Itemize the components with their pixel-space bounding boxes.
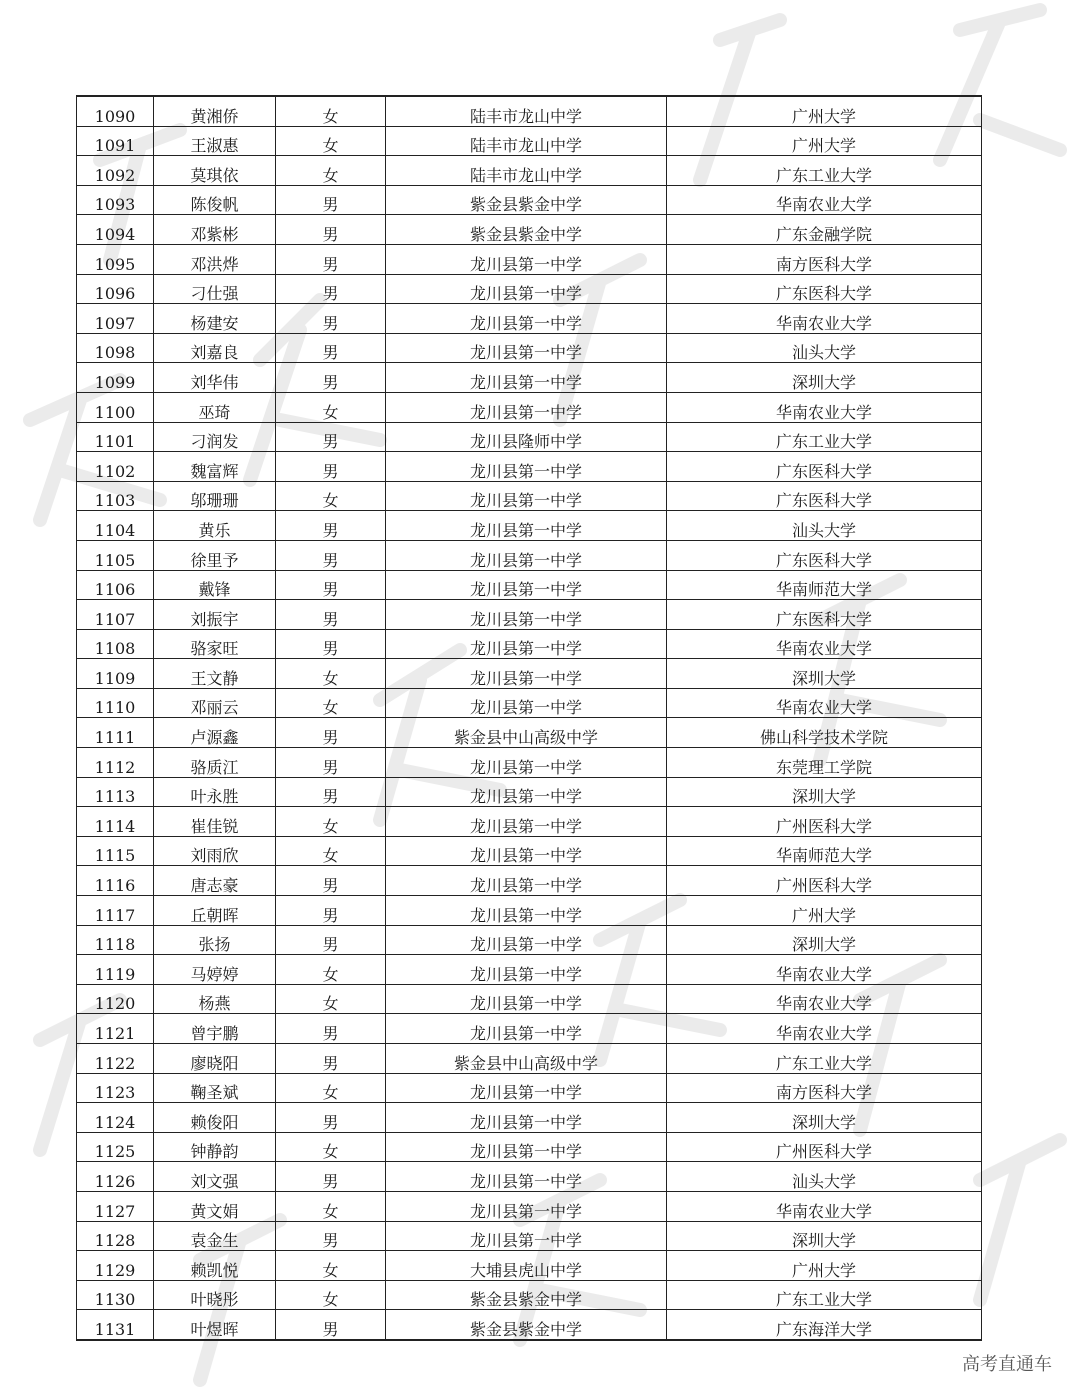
cell-name: 叶永胜 <box>154 777 276 807</box>
cell-school: 龙川县第一中学 <box>386 1162 667 1192</box>
table-row <box>77 1103 982 1133</box>
cell-university: 广东海洋大学 <box>667 1310 982 1340</box>
cell-university: 华南师范大学 <box>667 836 982 866</box>
cell-number: 1106 <box>77 570 154 600</box>
cell-name: 王文静 <box>154 659 276 689</box>
cell-name: 赖俊阳 <box>154 1103 276 1133</box>
cell-university: 广州大学 <box>667 1251 982 1281</box>
cell-university: 广东工业大学 <box>667 422 982 452</box>
cell-university: 深圳大学 <box>667 363 982 393</box>
cell-university: 广东医科大学 <box>667 540 982 570</box>
cell-school: 紫金县中山高级中学 <box>386 1044 667 1074</box>
cell-number: 1118 <box>77 925 154 955</box>
cell-number: 1120 <box>77 984 154 1014</box>
table-row <box>77 1251 982 1281</box>
table-row <box>77 1221 982 1251</box>
cell-gender: 男 <box>276 866 386 896</box>
table-row <box>77 1191 982 1221</box>
table-row <box>77 333 982 363</box>
cell-gender: 男 <box>276 540 386 570</box>
cell-number: 1116 <box>77 866 154 896</box>
cell-school: 龙川县第一中学 <box>386 1191 667 1221</box>
table-row <box>77 600 982 630</box>
cell-university: 华南农业大学 <box>667 688 982 718</box>
cell-gender: 男 <box>276 600 386 630</box>
cell-gender: 男 <box>276 1044 386 1074</box>
table-row <box>77 866 982 896</box>
cell-name: 曾宇鹏 <box>154 1014 276 1044</box>
table-row <box>77 185 982 215</box>
cell-university: 广州大学 <box>667 896 982 926</box>
cell-number: 1127 <box>77 1191 154 1221</box>
cell-name: 赖凯悦 <box>154 1251 276 1281</box>
cell-number: 1104 <box>77 511 154 541</box>
admission-table <box>76 95 982 1341</box>
cell-school: 龙川县第一中学 <box>386 1132 667 1162</box>
cell-name: 刁仕强 <box>154 274 276 304</box>
cell-university: 华南农业大学 <box>667 392 982 422</box>
cell-number: 1121 <box>77 1014 154 1044</box>
cell-name: 叶晓彤 <box>154 1280 276 1310</box>
cell-school: 龙川县第一中学 <box>386 333 667 363</box>
table-row <box>77 215 982 245</box>
cell-school: 龙川县第一中学 <box>386 600 667 630</box>
cell-name: 卢源鑫 <box>154 718 276 748</box>
cell-university: 广东金融学院 <box>667 215 982 245</box>
cell-gender: 女 <box>276 955 386 985</box>
table-row <box>77 392 982 422</box>
table-row <box>77 481 982 511</box>
cell-number: 1114 <box>77 807 154 837</box>
cell-university: 深圳大学 <box>667 659 982 689</box>
cell-gender: 男 <box>276 1221 386 1251</box>
cell-number: 1095 <box>77 244 154 274</box>
cell-school: 龙川县第一中学 <box>386 570 667 600</box>
cell-gender: 男 <box>276 748 386 778</box>
cell-school: 龙川县第一中学 <box>386 955 667 985</box>
cell-university: 南方医科大学 <box>667 244 982 274</box>
cell-number: 1131 <box>77 1310 154 1340</box>
cell-gender: 女 <box>276 807 386 837</box>
cell-name: 莫琪依 <box>154 156 276 186</box>
cell-gender: 女 <box>276 1132 386 1162</box>
cell-gender: 男 <box>276 718 386 748</box>
cell-school: 陆丰市龙山中学 <box>386 126 667 156</box>
cell-university: 广州大学 <box>667 96 982 126</box>
cell-number: 1094 <box>77 215 154 245</box>
cell-number: 1101 <box>77 422 154 452</box>
cell-university: 华南农业大学 <box>667 185 982 215</box>
cell-gender: 男 <box>276 363 386 393</box>
table-row <box>77 1132 982 1162</box>
cell-school: 龙川县第一中学 <box>386 629 667 659</box>
cell-gender: 女 <box>276 96 386 126</box>
cell-gender: 女 <box>276 392 386 422</box>
cell-university: 广东工业大学 <box>667 1280 982 1310</box>
cell-school: 龙川县第一中学 <box>386 896 667 926</box>
cell-university: 广东医科大学 <box>667 481 982 511</box>
table-row <box>77 96 982 126</box>
cell-number: 1091 <box>77 126 154 156</box>
table-row <box>77 984 982 1014</box>
cell-name: 刘嘉良 <box>154 333 276 363</box>
cell-name: 邓洪烨 <box>154 244 276 274</box>
cell-gender: 男 <box>276 896 386 926</box>
table-row <box>77 363 982 393</box>
table-row <box>77 836 982 866</box>
table-row <box>77 807 982 837</box>
cell-school: 紫金县紫金中学 <box>386 1310 667 1340</box>
cell-university: 汕头大学 <box>667 511 982 541</box>
cell-university: 华南师范大学 <box>667 570 982 600</box>
cell-name: 崔佳锐 <box>154 807 276 837</box>
cell-school: 龙川县第一中学 <box>386 659 667 689</box>
cell-university: 广东医科大学 <box>667 274 982 304</box>
table-row <box>77 1014 982 1044</box>
cell-gender: 男 <box>276 185 386 215</box>
cell-number: 1128 <box>77 1221 154 1251</box>
cell-university: 东莞理工学院 <box>667 748 982 778</box>
cell-name: 黄文娟 <box>154 1191 276 1221</box>
cell-number: 1111 <box>77 718 154 748</box>
cell-university: 汕头大学 <box>667 333 982 363</box>
cell-university: 南方医科大学 <box>667 1073 982 1103</box>
cell-university: 广州医科大学 <box>667 1132 982 1162</box>
table-row <box>77 511 982 541</box>
cell-school: 龙川县第一中学 <box>386 866 667 896</box>
cell-university: 华南农业大学 <box>667 1014 982 1044</box>
cell-name: 戴锋 <box>154 570 276 600</box>
cell-university: 广州大学 <box>667 126 982 156</box>
cell-name: 刘振宇 <box>154 600 276 630</box>
table-row <box>77 126 982 156</box>
cell-university: 广东医科大学 <box>667 452 982 482</box>
cell-number: 1107 <box>77 600 154 630</box>
cell-university: 广东工业大学 <box>667 1044 982 1074</box>
cell-number: 1090 <box>77 96 154 126</box>
cell-number: 1117 <box>77 896 154 926</box>
table-row <box>77 570 982 600</box>
cell-gender: 男 <box>276 244 386 274</box>
cell-university: 深圳大学 <box>667 777 982 807</box>
cell-number: 1110 <box>77 688 154 718</box>
cell-gender: 男 <box>276 1162 386 1192</box>
cell-gender: 男 <box>276 304 386 334</box>
cell-number: 1105 <box>77 540 154 570</box>
cell-university: 深圳大学 <box>667 925 982 955</box>
cell-gender: 男 <box>276 1103 386 1133</box>
cell-school: 龙川县第一中学 <box>386 984 667 1014</box>
table-row <box>77 777 982 807</box>
cell-name: 丘朝晖 <box>154 896 276 926</box>
cell-school: 紫金县紫金中学 <box>386 215 667 245</box>
cell-gender: 男 <box>276 629 386 659</box>
cell-school: 龙川县隆师中学 <box>386 422 667 452</box>
cell-name: 邬珊珊 <box>154 481 276 511</box>
table-row <box>77 1310 982 1340</box>
cell-number: 1098 <box>77 333 154 363</box>
cell-gender: 男 <box>276 1310 386 1340</box>
cell-number: 1099 <box>77 363 154 393</box>
cell-name: 张扬 <box>154 925 276 955</box>
table-row <box>77 718 982 748</box>
cell-gender: 男 <box>276 333 386 363</box>
cell-name: 叶煜晖 <box>154 1310 276 1340</box>
cell-number: 1092 <box>77 156 154 186</box>
cell-school: 龙川县第一中学 <box>386 748 667 778</box>
cell-name: 钟静韵 <box>154 1132 276 1162</box>
cell-name: 魏富辉 <box>154 452 276 482</box>
cell-number: 1124 <box>77 1103 154 1133</box>
cell-name: 刘华伟 <box>154 363 276 393</box>
table-row <box>77 422 982 452</box>
table-row <box>77 452 982 482</box>
cell-school: 龙川县第一中学 <box>386 540 667 570</box>
cell-gender: 女 <box>276 1251 386 1281</box>
cell-gender: 女 <box>276 126 386 156</box>
table-row <box>77 955 982 985</box>
cell-gender: 男 <box>276 215 386 245</box>
cell-gender: 男 <box>276 777 386 807</box>
cell-name: 黄乐 <box>154 511 276 541</box>
table-body <box>77 96 982 1340</box>
cell-school: 龙川县第一中学 <box>386 511 667 541</box>
cell-school: 陆丰市龙山中学 <box>386 96 667 126</box>
table-row <box>77 1073 982 1103</box>
table-row <box>77 304 982 334</box>
cell-number: 1125 <box>77 1132 154 1162</box>
cell-gender: 女 <box>276 1191 386 1221</box>
cell-gender: 男 <box>276 511 386 541</box>
cell-university: 深圳大学 <box>667 1221 982 1251</box>
table-row <box>77 1044 982 1074</box>
cell-university: 汕头大学 <box>667 1162 982 1192</box>
cell-university: 广东工业大学 <box>667 156 982 186</box>
cell-number: 1097 <box>77 304 154 334</box>
cell-school: 陆丰市龙山中学 <box>386 156 667 186</box>
cell-school: 龙川县第一中学 <box>386 274 667 304</box>
cell-number: 1122 <box>77 1044 154 1074</box>
table-row <box>77 540 982 570</box>
cell-school: 大埔县虎山中学 <box>386 1251 667 1281</box>
cell-school: 龙川县第一中学 <box>386 304 667 334</box>
cell-gender: 男 <box>276 422 386 452</box>
cell-number: 1113 <box>77 777 154 807</box>
cell-university: 广东医科大学 <box>667 600 982 630</box>
cell-number: 1130 <box>77 1280 154 1310</box>
cell-gender: 女 <box>276 1280 386 1310</box>
cell-school: 紫金县紫金中学 <box>386 1280 667 1310</box>
table-row <box>77 274 982 304</box>
cell-school: 紫金县紫金中学 <box>386 185 667 215</box>
cell-name: 杨燕 <box>154 984 276 1014</box>
footer-brand: 高考直通车 <box>962 1354 1052 1375</box>
cell-university: 华南农业大学 <box>667 1191 982 1221</box>
cell-number: 1109 <box>77 659 154 689</box>
cell-gender: 男 <box>276 274 386 304</box>
cell-number: 1096 <box>77 274 154 304</box>
cell-gender: 男 <box>276 452 386 482</box>
cell-school: 龙川县第一中学 <box>386 452 667 482</box>
cell-number: 1129 <box>77 1251 154 1281</box>
cell-name: 鞠圣斌 <box>154 1073 276 1103</box>
cell-gender: 女 <box>276 1073 386 1103</box>
cell-name: 袁金生 <box>154 1221 276 1251</box>
cell-university: 广州医科大学 <box>667 866 982 896</box>
cell-school: 龙川县第一中学 <box>386 392 667 422</box>
cell-school: 龙川县第一中学 <box>386 1103 667 1133</box>
cell-school: 龙川县第一中学 <box>386 836 667 866</box>
cell-gender: 女 <box>276 659 386 689</box>
cell-number: 1102 <box>77 452 154 482</box>
cell-gender: 男 <box>276 925 386 955</box>
cell-school: 龙川县第一中学 <box>386 363 667 393</box>
cell-school: 龙川县第一中学 <box>386 807 667 837</box>
cell-number: 1093 <box>77 185 154 215</box>
table-row <box>77 1280 982 1310</box>
table-row <box>77 156 982 186</box>
cell-gender: 女 <box>276 836 386 866</box>
cell-number: 1112 <box>77 748 154 778</box>
cell-university: 佛山科学技术学院 <box>667 718 982 748</box>
table-row <box>77 896 982 926</box>
cell-number: 1123 <box>77 1073 154 1103</box>
cell-name: 唐志豪 <box>154 866 276 896</box>
cell-number: 1119 <box>77 955 154 985</box>
cell-university: 华南农业大学 <box>667 955 982 985</box>
cell-name: 杨建安 <box>154 304 276 334</box>
cell-gender: 女 <box>276 984 386 1014</box>
cell-university: 华南农业大学 <box>667 304 982 334</box>
table-row <box>77 925 982 955</box>
cell-gender: 女 <box>276 688 386 718</box>
cell-gender: 女 <box>276 156 386 186</box>
cell-name: 陈俊帆 <box>154 185 276 215</box>
cell-name: 徐里予 <box>154 540 276 570</box>
cell-name: 骆家旺 <box>154 629 276 659</box>
cell-university: 华南农业大学 <box>667 984 982 1014</box>
cell-school: 龙川县第一中学 <box>386 1014 667 1044</box>
cell-university: 广州医科大学 <box>667 807 982 837</box>
cell-number: 1103 <box>77 481 154 511</box>
cell-school: 龙川县第一中学 <box>386 481 667 511</box>
cell-name: 刘文强 <box>154 1162 276 1192</box>
table-row <box>77 659 982 689</box>
cell-school: 龙川县第一中学 <box>386 688 667 718</box>
cell-name: 廖晓阳 <box>154 1044 276 1074</box>
cell-school: 龙川县第一中学 <box>386 244 667 274</box>
table-row <box>77 1162 982 1192</box>
cell-name: 黄湘侨 <box>154 96 276 126</box>
cell-school: 龙川县第一中学 <box>386 1221 667 1251</box>
table-row <box>77 244 982 274</box>
cell-name: 巫琦 <box>154 392 276 422</box>
cell-name: 邓丽云 <box>154 688 276 718</box>
cell-university: 华南农业大学 <box>667 629 982 659</box>
cell-name: 骆质江 <box>154 748 276 778</box>
cell-gender: 男 <box>276 570 386 600</box>
table-row <box>77 629 982 659</box>
table-row <box>77 688 982 718</box>
cell-school: 龙川县第一中学 <box>386 925 667 955</box>
cell-name: 马婷婷 <box>154 955 276 985</box>
cell-name: 刁润发 <box>154 422 276 452</box>
cell-gender: 女 <box>276 481 386 511</box>
cell-number: 1108 <box>77 629 154 659</box>
cell-number: 1126 <box>77 1162 154 1192</box>
cell-gender: 男 <box>276 1014 386 1044</box>
cell-name: 刘雨欣 <box>154 836 276 866</box>
cell-school: 龙川县第一中学 <box>386 777 667 807</box>
cell-number: 1100 <box>77 392 154 422</box>
cell-name: 王淑惠 <box>154 126 276 156</box>
table-row <box>77 748 982 778</box>
cell-school: 龙川县第一中学 <box>386 1073 667 1103</box>
cell-school: 紫金县中山高级中学 <box>386 718 667 748</box>
cell-number: 1115 <box>77 836 154 866</box>
cell-name: 邓紫彬 <box>154 215 276 245</box>
cell-university: 深圳大学 <box>667 1103 982 1133</box>
